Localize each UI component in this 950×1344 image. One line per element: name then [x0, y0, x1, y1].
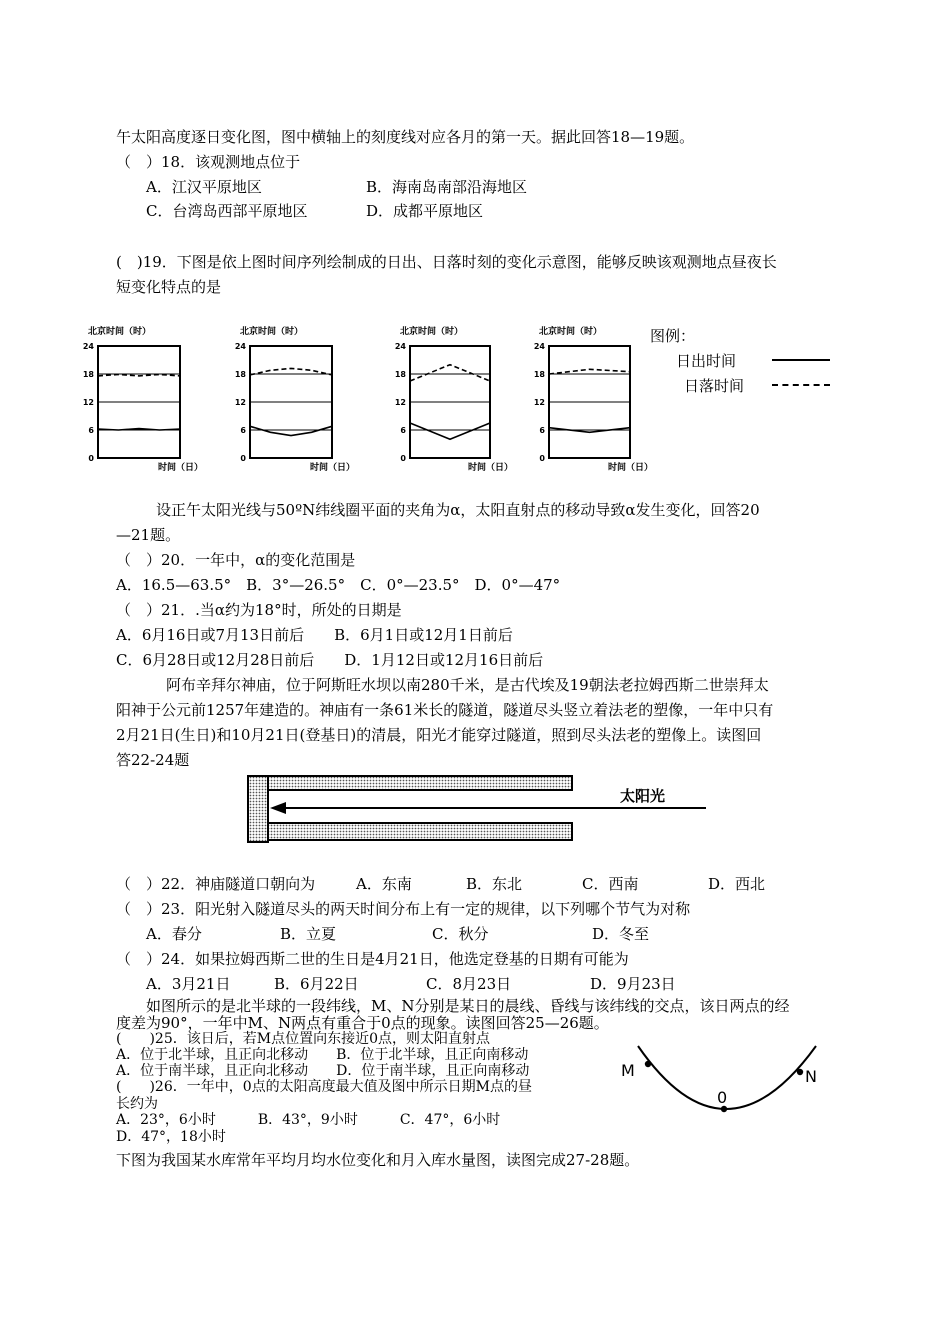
q23-stem: （ ）23．阳光射入隧道尽头的两天时间分布上有一定的规律，以下列哪个节气为对称: [116, 900, 691, 918]
q23-option-b: B．立夏: [280, 925, 337, 943]
chart-1-tick-label: 24: [82, 342, 94, 351]
legend-sunset-label: 日落时间: [684, 377, 745, 395]
chart-3-sunrise-line: [410, 423, 490, 439]
q22-option-d: D．西北: [708, 875, 766, 893]
tunnel-top-wall: [268, 776, 572, 790]
q25-options-ab: A．位于北半球，且正向北移动 B．位于北半球，且正向南移动: [116, 1047, 529, 1063]
chart-3-sunset-line: [410, 365, 490, 381]
q25-options-cd: A．位于南半球，且正向北移动 D．位于南半球，且正向南移动: [116, 1063, 530, 1079]
tunnel-end-wall: [248, 776, 268, 842]
q24-option-d: D．9月23日: [590, 975, 676, 993]
tunnel-diagram: [240, 770, 720, 850]
chart-3-tick-label: 18: [394, 370, 406, 379]
closing-text: 下图为我国某水库常年平均月均水位变化和月入库水量图，读图完成27-28题。: [116, 1151, 640, 1169]
chart-3-xlabel: 时间（日）: [468, 463, 514, 473]
q18-option-b: B．海南岛南部沿海地区: [366, 178, 528, 196]
chart-4-tick-label: 24: [533, 342, 545, 351]
q26-stem-line2: 长约为: [116, 1096, 158, 1112]
legend-sunset-line: [772, 384, 830, 386]
chart-3-tick-label: 12: [394, 398, 406, 407]
chart-4-sunset-line: [549, 369, 630, 374]
chart-2-tick-label: 18: [234, 370, 246, 379]
q18-option-a: A．江汉平原地区: [146, 178, 262, 196]
chart-2-ylabel: 北京时间（时）: [240, 327, 304, 337]
q25-intro-line1: 如图所示的是北半球的一段纬线，M、N分别是某日的晨线、昏线与该纬线的交点，该日两点的经: [146, 997, 790, 1015]
intro-text: 午太阳高度逐日变化图，图中横轴上的刻度线对应各月的第一天。据此回答18—19题。: [116, 128, 695, 146]
point-n: [797, 1069, 803, 1075]
sunlight-arrowhead: [270, 802, 286, 814]
q22-option-c: C．西南: [582, 875, 639, 893]
chart-4-tick-label: 6: [539, 426, 545, 435]
label-n: N: [805, 1067, 817, 1086]
chart-3-tick-label: 6: [400, 426, 406, 435]
point-m: [645, 1061, 651, 1067]
legend-title: 图例：: [650, 327, 696, 345]
q24-option-a: A．3月21日: [146, 975, 231, 993]
q19-stem-line2: 短变化特点的是: [116, 278, 222, 296]
chart-2-tick-label: 12: [234, 398, 246, 407]
q22-option-a: A．东南: [356, 875, 412, 893]
chart-3-tick-label: 0: [400, 454, 406, 463]
q24-stem: （ ）24．如果拉姆西斯二世的生日是4月21日，他选定登基的日期有可能为: [116, 950, 629, 968]
q23-option-c: C．秋分: [432, 925, 489, 943]
q19-stem-line1: ( )19．下图是依上图时间序列绘制成的日出、日落时刻的变化示意图，能够反映该观测地点昼夜长: [116, 253, 777, 271]
chart-1-tick-label: 18: [82, 370, 94, 379]
q22-stem: （ ）22．神庙隧道口朝向为: [116, 875, 316, 893]
temple-line2: 阳神于公元前1257年建造的。神庙有一条61米长的隧道，隧道尽头竖立着法老的塑像，一年中只有: [116, 701, 774, 719]
q25-intro-line2: 度差为90°，一年中M、N两点有重合于0点的现象。读图回答25—26题。: [116, 1014, 609, 1032]
temple-line1: 阿布辛拜尔神庙，位于阿斯旺水坝以南280千米，是古代埃及19朝法老拉姆西斯二世崇拜太: [166, 676, 769, 694]
q26-option-d: D．47°，18小时: [116, 1129, 226, 1145]
q21-options-ab: A．6月16日或7月13日前后 B．6月1日或12月1日前后: [116, 626, 513, 644]
chart-4-tick-label: 0: [539, 454, 545, 463]
q23-option-a: A．春分: [146, 925, 202, 943]
q23-option-d: D．冬至: [592, 925, 650, 943]
legend-sunrise-label: 日出时间: [676, 352, 737, 370]
chart-2-tick-label: 6: [240, 426, 246, 435]
q24-option-b: B．6月22日: [274, 975, 359, 993]
temple-line3: 2月21日(生日)和10月21日(登基日)的清晨，阳光才能穿过隧道，照到尽头法老的塑像上。读图回: [116, 726, 762, 744]
label-o: 0: [717, 1088, 728, 1107]
sunlight-label: 太阳光: [620, 787, 666, 805]
chart-2-tick-label: 24: [234, 342, 246, 351]
q21-stem: （ ）21．.当α约为18°时，所处的日期是: [116, 601, 402, 619]
chart-1-sunset-line: [98, 375, 180, 376]
q20-intro-line1: 设正午太阳光线与50ºN纬线圈平面的夹角为α，太阳直射点的移动导致α发生变化，回答20: [156, 501, 760, 519]
chart-1-tick-label: 12: [82, 398, 94, 407]
q20-options: A．16.5—63.5° B．3°—26.5° C．0°—23.5° D．0°—47°: [116, 576, 561, 594]
chart-1-tick-label: 6: [88, 426, 94, 435]
q26-options-abc: A．23°，6小时 B．43°，9小时 C．47°，6小时: [116, 1112, 501, 1128]
q18-option-d: D．成都平原地区: [366, 202, 484, 220]
legend-sunrise-line: [772, 359, 830, 361]
q18-option-c: C．台湾岛西部平原地区: [146, 202, 308, 220]
chart-2-sunrise-line: [250, 426, 332, 435]
chart-2-tick-label: 0: [240, 454, 246, 463]
q26-stem-line1: ( )26．一年中，0点的太阳高度最大值及图中所示日期M点的昼: [116, 1079, 532, 1095]
latitude-arc-diagram: [610, 1040, 835, 1120]
q24-option-c: C．8月23日: [426, 975, 512, 993]
q22-option-b: B．东北: [466, 875, 523, 893]
chart-2-xlabel: 时间（日）: [310, 463, 356, 473]
q18-stem: （ ）18．该观测地点位于: [116, 153, 301, 171]
q20-intro-line2: —21题。: [116, 526, 181, 544]
chart-1-ylabel: 北京时间（时）: [88, 327, 152, 337]
chart-3-tick-label: 24: [394, 342, 406, 351]
sunrise-sunset-charts: [0, 315, 950, 480]
label-m: M: [621, 1061, 635, 1080]
q25-stem: ( )25．该日后，若M点位置向东接近0点，则太阳直射点: [116, 1031, 490, 1047]
temple-line4: 答22-24题: [116, 751, 190, 769]
chart-4-tick-label: 12: [533, 398, 545, 407]
chart-4-xlabel: 时间（日）: [608, 463, 654, 473]
chart-4-ylabel: 北京时间（时）: [539, 327, 603, 337]
chart-3-ylabel: 北京时间（时）: [400, 327, 464, 337]
chart-1-xlabel: 时间（日）: [158, 463, 204, 473]
q20-stem: （ ）20．一年中，α的变化范围是: [116, 551, 356, 569]
chart-4-tick-label: 18: [533, 370, 545, 379]
tunnel-bottom-wall: [268, 823, 572, 840]
chart-1-tick-label: 0: [88, 454, 94, 463]
q21-options-cd: C．6月28日或12月28日前后 D．1月12日或12月16日前后: [116, 651, 544, 669]
